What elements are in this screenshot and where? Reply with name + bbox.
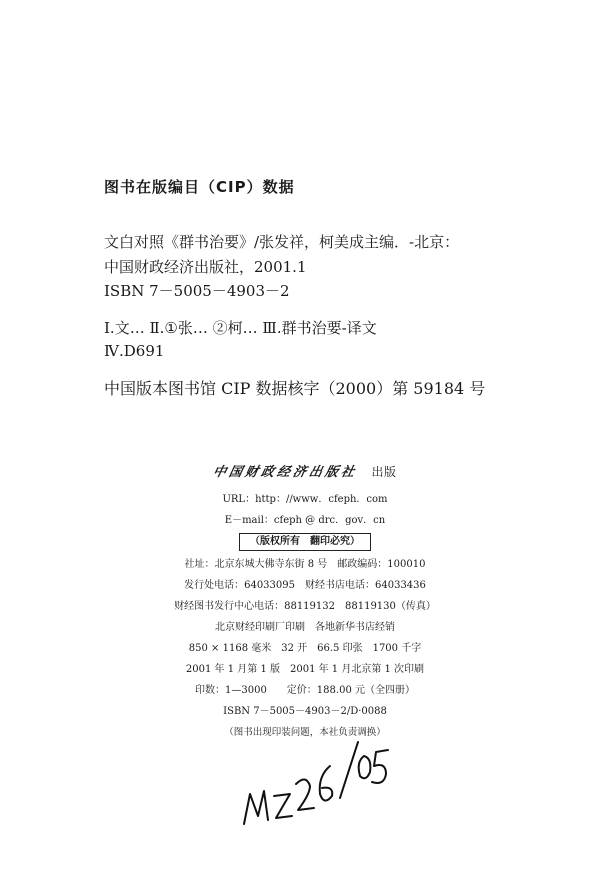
publisher-url: URL：http：//www．cfeph．com [222, 494, 388, 505]
isbn-code: ISBN 7－5005－4903－2/D·0088 [223, 706, 387, 717]
colophon [140, 462, 470, 743]
signature-drawing [236, 736, 396, 836]
handwritten-signature [236, 736, 396, 840]
cip-publisher-line: 中国财政经济出版社，2001.1 [104, 258, 307, 276]
rights-notice: （版权所有 翻印必究） [239, 533, 371, 551]
phone-numbers: 发行处电话：64033095 财经书店电话：64033436 [184, 580, 426, 591]
quality-notice: （图书出现印装问题，本社负责调换） [224, 727, 386, 738]
cip-isbn-line: ISBN 7－5005－4903－2 [104, 282, 290, 300]
publisher-line [140, 462, 470, 483]
publisher-address: 社址：北京东城大佛寺东街 8 号 邮政编码：100010 [184, 559, 426, 570]
publisher-suffix: 出版 [371, 465, 397, 479]
cip-classification-line: Ⅳ.D691 [104, 342, 165, 360]
format-info: 850 × 1168 毫米 32 开 66.5 印张 1700 千字 [188, 643, 422, 654]
cip-subject-line: Ⅰ.文… Ⅱ.①张… ②柯… Ⅲ.群书治要-译文 [104, 319, 377, 337]
print-run-price: 印数：1—3000 定价：188.00 元（全四册） [195, 685, 415, 696]
publisher-logo-text: 中国财政经济出版社 [211, 465, 360, 480]
cip-title-line: 文白对照《群书治要》/张发祥，柯美成主编．-北京： [104, 233, 460, 251]
cip-record-number: 中国版本图书馆 CIP 数据核字（2000）第 59184 号 [104, 379, 486, 398]
fax-numbers: 财经图书发行中心电话：88119132 88119130（传真） [174, 601, 436, 612]
edition-info: 2001 年 1 月第 1 版 2001 年 1 月北京第 1 次印刷 [185, 664, 425, 675]
printer-info: 北京财经印刷厂印刷 各地新华书店经销 [215, 622, 395, 633]
cip-heading: 图书在版编目（CIP）数据 [104, 178, 295, 196]
publisher-email: E－mail：cfeph @ drc．gov．cn [224, 515, 386, 526]
